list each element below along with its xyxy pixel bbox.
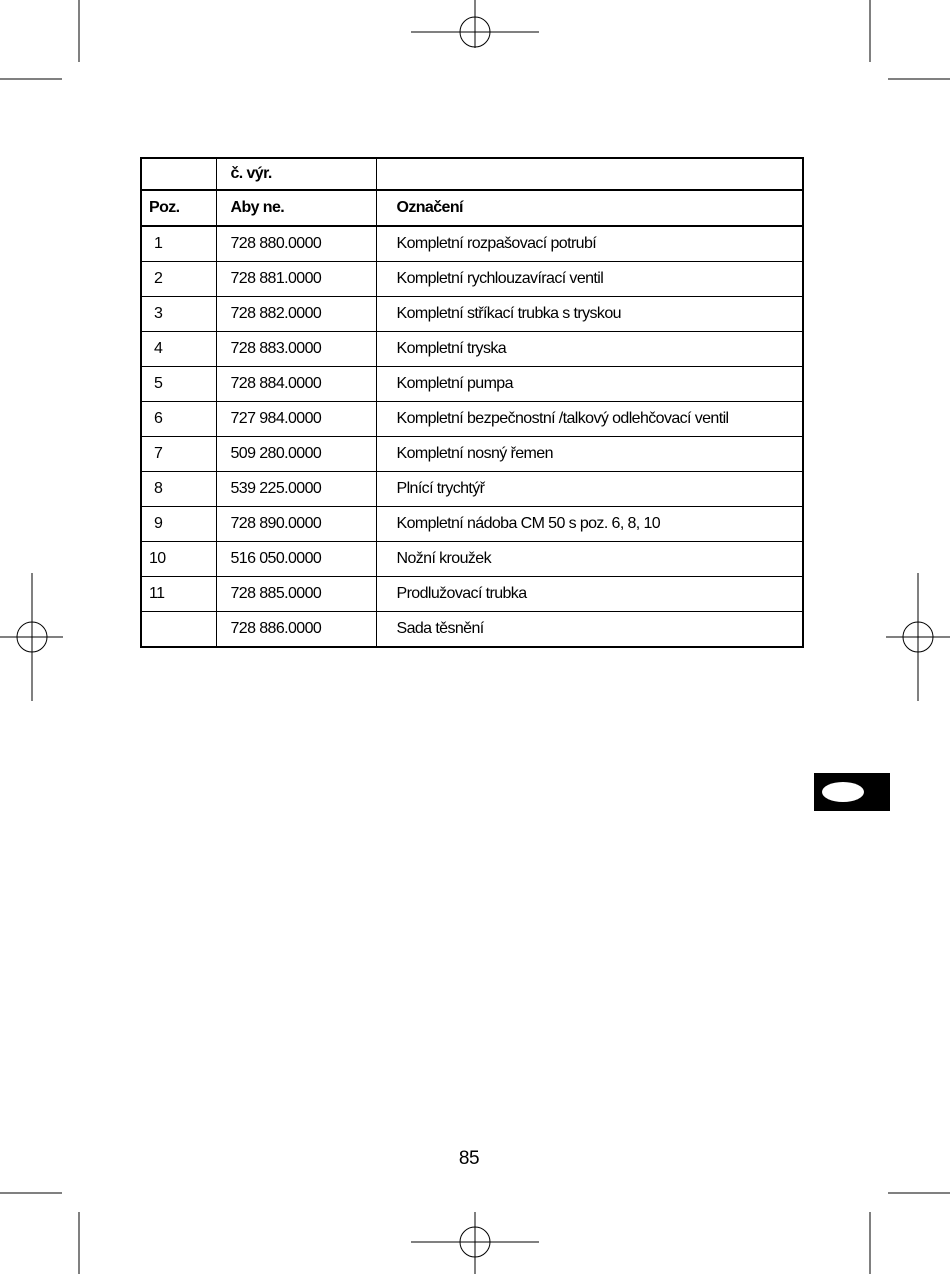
- header-name-empty: [376, 158, 803, 190]
- row-article-number: 509 280.0000: [216, 437, 376, 472]
- registration-mark-left: [0, 573, 63, 701]
- row-position: 5: [141, 367, 216, 402]
- row-position: 9: [141, 507, 216, 542]
- row-designation: Kompletní rozpašovací potrubí: [376, 226, 803, 262]
- row-designation: Kompletní nádoba CM 50 s poz. 6, 8, 10: [376, 507, 803, 542]
- row-designation: Plnící trychtýř: [376, 472, 803, 507]
- registration-mark-top: [411, 0, 539, 48]
- table-row: [141, 226, 803, 262]
- row-position: [141, 612, 216, 648]
- row-position: 3: [141, 297, 216, 332]
- header-article-number: č. výr.: [216, 158, 376, 190]
- header-article-alt: Aby ne.: [216, 190, 376, 226]
- table-row: [141, 577, 803, 612]
- row-position: 6: [141, 402, 216, 437]
- language-tab-marker: [814, 773, 890, 811]
- row-article-number: 516 050.0000: [216, 542, 376, 577]
- row-designation: Sada těsnění: [376, 612, 803, 648]
- row-position: 1: [141, 226, 216, 262]
- table-row: [141, 437, 803, 472]
- page-number: 85: [458, 1148, 480, 1169]
- row-designation: Kompletní bezpečnostní /talkový odlehčovací ventil: [376, 402, 803, 437]
- table-row: [141, 262, 803, 297]
- row-article-number: 727 984.0000: [216, 402, 376, 437]
- table-row: [141, 332, 803, 367]
- table-row: [141, 472, 803, 507]
- table-header-row: [141, 158, 803, 190]
- row-designation: Prodlužovací trubka: [376, 577, 803, 612]
- row-article-number: 728 880.0000: [216, 226, 376, 262]
- table-header-row: [141, 190, 803, 226]
- row-designation: Kompletní stříkací trubka s tryskou: [376, 297, 803, 332]
- row-designation: Kompletní tryska: [376, 332, 803, 367]
- table-row: [141, 297, 803, 332]
- registration-mark-bottom: [411, 1212, 539, 1274]
- table-row: [141, 542, 803, 577]
- row-position: 10: [141, 542, 216, 577]
- row-article-number: 728 890.0000: [216, 507, 376, 542]
- row-position: 8: [141, 472, 216, 507]
- row-article-number: 728 882.0000: [216, 297, 376, 332]
- table-row: [141, 367, 803, 402]
- table-row: [141, 507, 803, 542]
- row-article-number: 539 225.0000: [216, 472, 376, 507]
- row-position: 4: [141, 332, 216, 367]
- row-designation: Kompletní nosný řemen: [376, 437, 803, 472]
- row-article-number: 728 885.0000: [216, 577, 376, 612]
- header-designation: Označení: [376, 190, 803, 226]
- language-oval-icon: [822, 782, 864, 802]
- row-designation: Kompletní pumpa: [376, 367, 803, 402]
- table-row: [141, 612, 803, 648]
- row-position: 2: [141, 262, 216, 297]
- row-article-number: 728 881.0000: [216, 262, 376, 297]
- row-article-number: 728 883.0000: [216, 332, 376, 367]
- registration-mark-right: [886, 573, 950, 701]
- row-designation: Kompletní rychlouzavírací ventil: [376, 262, 803, 297]
- row-article-number: 728 886.0000: [216, 612, 376, 648]
- table-row: [141, 402, 803, 437]
- row-article-number: 728 884.0000: [216, 367, 376, 402]
- row-position: 11: [141, 577, 216, 612]
- row-designation: Nožní kroužek: [376, 542, 803, 577]
- header-pos-empty: [141, 158, 216, 190]
- spare-parts-table: [140, 157, 804, 648]
- row-position: 7: [141, 437, 216, 472]
- header-position: Poz.: [141, 190, 216, 226]
